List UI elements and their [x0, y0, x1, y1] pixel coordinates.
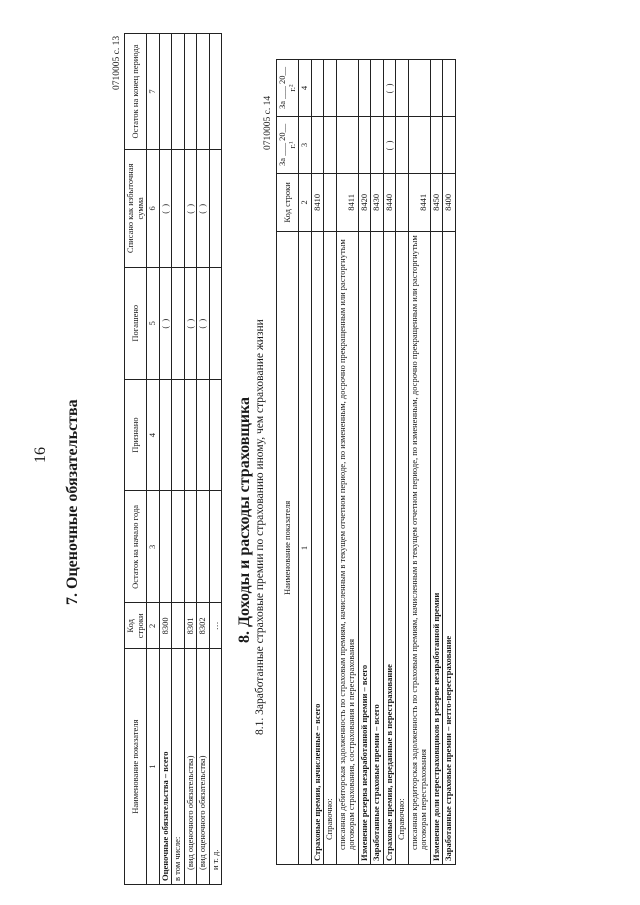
row-code: 8450: [430, 173, 443, 231]
header-recognized: Признано: [125, 379, 147, 491]
paren-cell: ( ): [383, 60, 396, 117]
table-row: [197, 34, 210, 885]
col-num: 1: [299, 231, 312, 864]
col-num: 4: [147, 379, 160, 491]
table-row: [383, 60, 396, 865]
row-code: 8430: [371, 173, 384, 231]
section7-title: 7. Оценочные обязательства: [64, 399, 81, 605]
row-code: 8301: [184, 603, 197, 649]
header-end-balance: Остаток на конец периода: [125, 34, 147, 150]
row-name: и т. д.: [209, 649, 222, 885]
paren-cell: ( ): [383, 116, 396, 173]
col-num: 2: [147, 603, 160, 649]
table-row: [172, 34, 185, 885]
row-code: 8441: [408, 173, 430, 231]
header-name: Наименование показателя: [277, 231, 299, 864]
header-period-current: За ___ 20__ г.¹: [277, 116, 299, 173]
col-num: 5: [147, 267, 160, 379]
header-repaid: Погашено: [125, 267, 147, 379]
row-code: 8410: [311, 173, 324, 231]
row-code: …: [209, 603, 222, 649]
page-number: 16: [32, 447, 49, 463]
row-code: 8440: [383, 173, 396, 231]
section8-title: 8. Доходы и расходы страховщика: [236, 396, 253, 643]
row-code: 8420: [358, 173, 371, 231]
row-name: в том числе:: [172, 649, 185, 885]
row-code: [396, 173, 409, 231]
estimated-liabilities-table: [124, 33, 222, 885]
header-start-balance: Остаток на начало года: [125, 491, 147, 603]
table-row: [336, 60, 358, 865]
col-num: 1: [147, 649, 160, 885]
table-header-row: [125, 34, 147, 885]
paren-cell: ( ): [184, 149, 197, 267]
row-name: (вид оценочного обязательства): [197, 649, 210, 885]
col-num: 2: [299, 173, 312, 231]
row-name: Страховые премии, начисленные – всего: [311, 231, 324, 864]
table-row: [324, 60, 337, 865]
table-row: [184, 34, 197, 885]
paren-cell: ( ): [159, 149, 172, 267]
row-name: Страховые премии, переданные в перестрахование: [383, 231, 396, 864]
row-code: 8400: [443, 173, 456, 231]
table-row: [430, 60, 443, 865]
col-num: 4: [299, 60, 312, 117]
paren-cell: ( ): [197, 149, 210, 267]
paren-cell: ( ): [184, 267, 197, 379]
header-code: Код строки: [277, 173, 299, 231]
table-row: [311, 60, 324, 865]
row-name: Справочно:: [396, 231, 409, 864]
row-name: Справочно:: [324, 231, 337, 864]
table-row: [159, 34, 172, 885]
column-number-row: [147, 34, 160, 885]
row-code: 8411: [336, 173, 358, 231]
header-written-off: Списано как избыточная сумма: [125, 149, 147, 267]
column-number-row: [299, 60, 312, 865]
col-num: 7: [147, 34, 160, 150]
row-code: 8300: [159, 603, 172, 649]
row-code: 8302: [197, 603, 210, 649]
earned-premiums-table: [276, 59, 456, 865]
section81-subtitle: 8.1. Заработанные страховые премии по страхованию иному, чем страхование жизни: [254, 319, 266, 735]
table-row: [396, 60, 409, 865]
header-name: Наименование показателя: [125, 649, 147, 885]
row-name: Заработанные страховые премии – нетто-перестрахование: [443, 231, 456, 864]
table-row: [443, 60, 456, 865]
col-num: 3: [299, 116, 312, 173]
row-name: списанная кредиторская задолженность по страховым премиям, начисленным в текущем отчетном периоде, по измененным, досрочно прекращенным или расторгнутым договорам перестрахования: [408, 231, 430, 864]
row-name: Оценочные обязательства – всего: [159, 649, 172, 885]
table-row: [408, 60, 430, 865]
row-code: [172, 603, 185, 649]
paren-cell: ( ): [197, 267, 210, 379]
row-name: Заработанные страховые премии – всего: [371, 231, 384, 864]
col-num: 6: [147, 149, 160, 267]
header-code: Код строки: [125, 603, 147, 649]
header-period-previous: За ___ 20__ г.²: [277, 60, 299, 117]
section7-form-code: 0710005 с. 13: [112, 35, 122, 90]
row-name: (вид оценочного обязательства): [184, 649, 197, 885]
row-name: Изменение резерва незаработанной премии – всего: [358, 231, 371, 864]
col-num: 3: [147, 491, 160, 603]
section8-form-code: 0710005 с. 14: [263, 95, 273, 150]
row-code: [324, 173, 337, 231]
row-name: Изменение доли перестраховщиков в резерве незаработанной премии: [430, 231, 443, 864]
row-name: списанная дебиторская задолженность по страховым премиям, начисленным в текущем отчетном периоде, по измененным, досрочно прекращенным или расторгнутым договорам страхования, сострахования и перестрахования: [336, 231, 358, 864]
table-header-row: [277, 60, 299, 865]
table-row: [358, 60, 371, 865]
paren-cell: ( ): [159, 267, 172, 379]
table-row: [209, 34, 222, 885]
table-row: [371, 60, 384, 865]
